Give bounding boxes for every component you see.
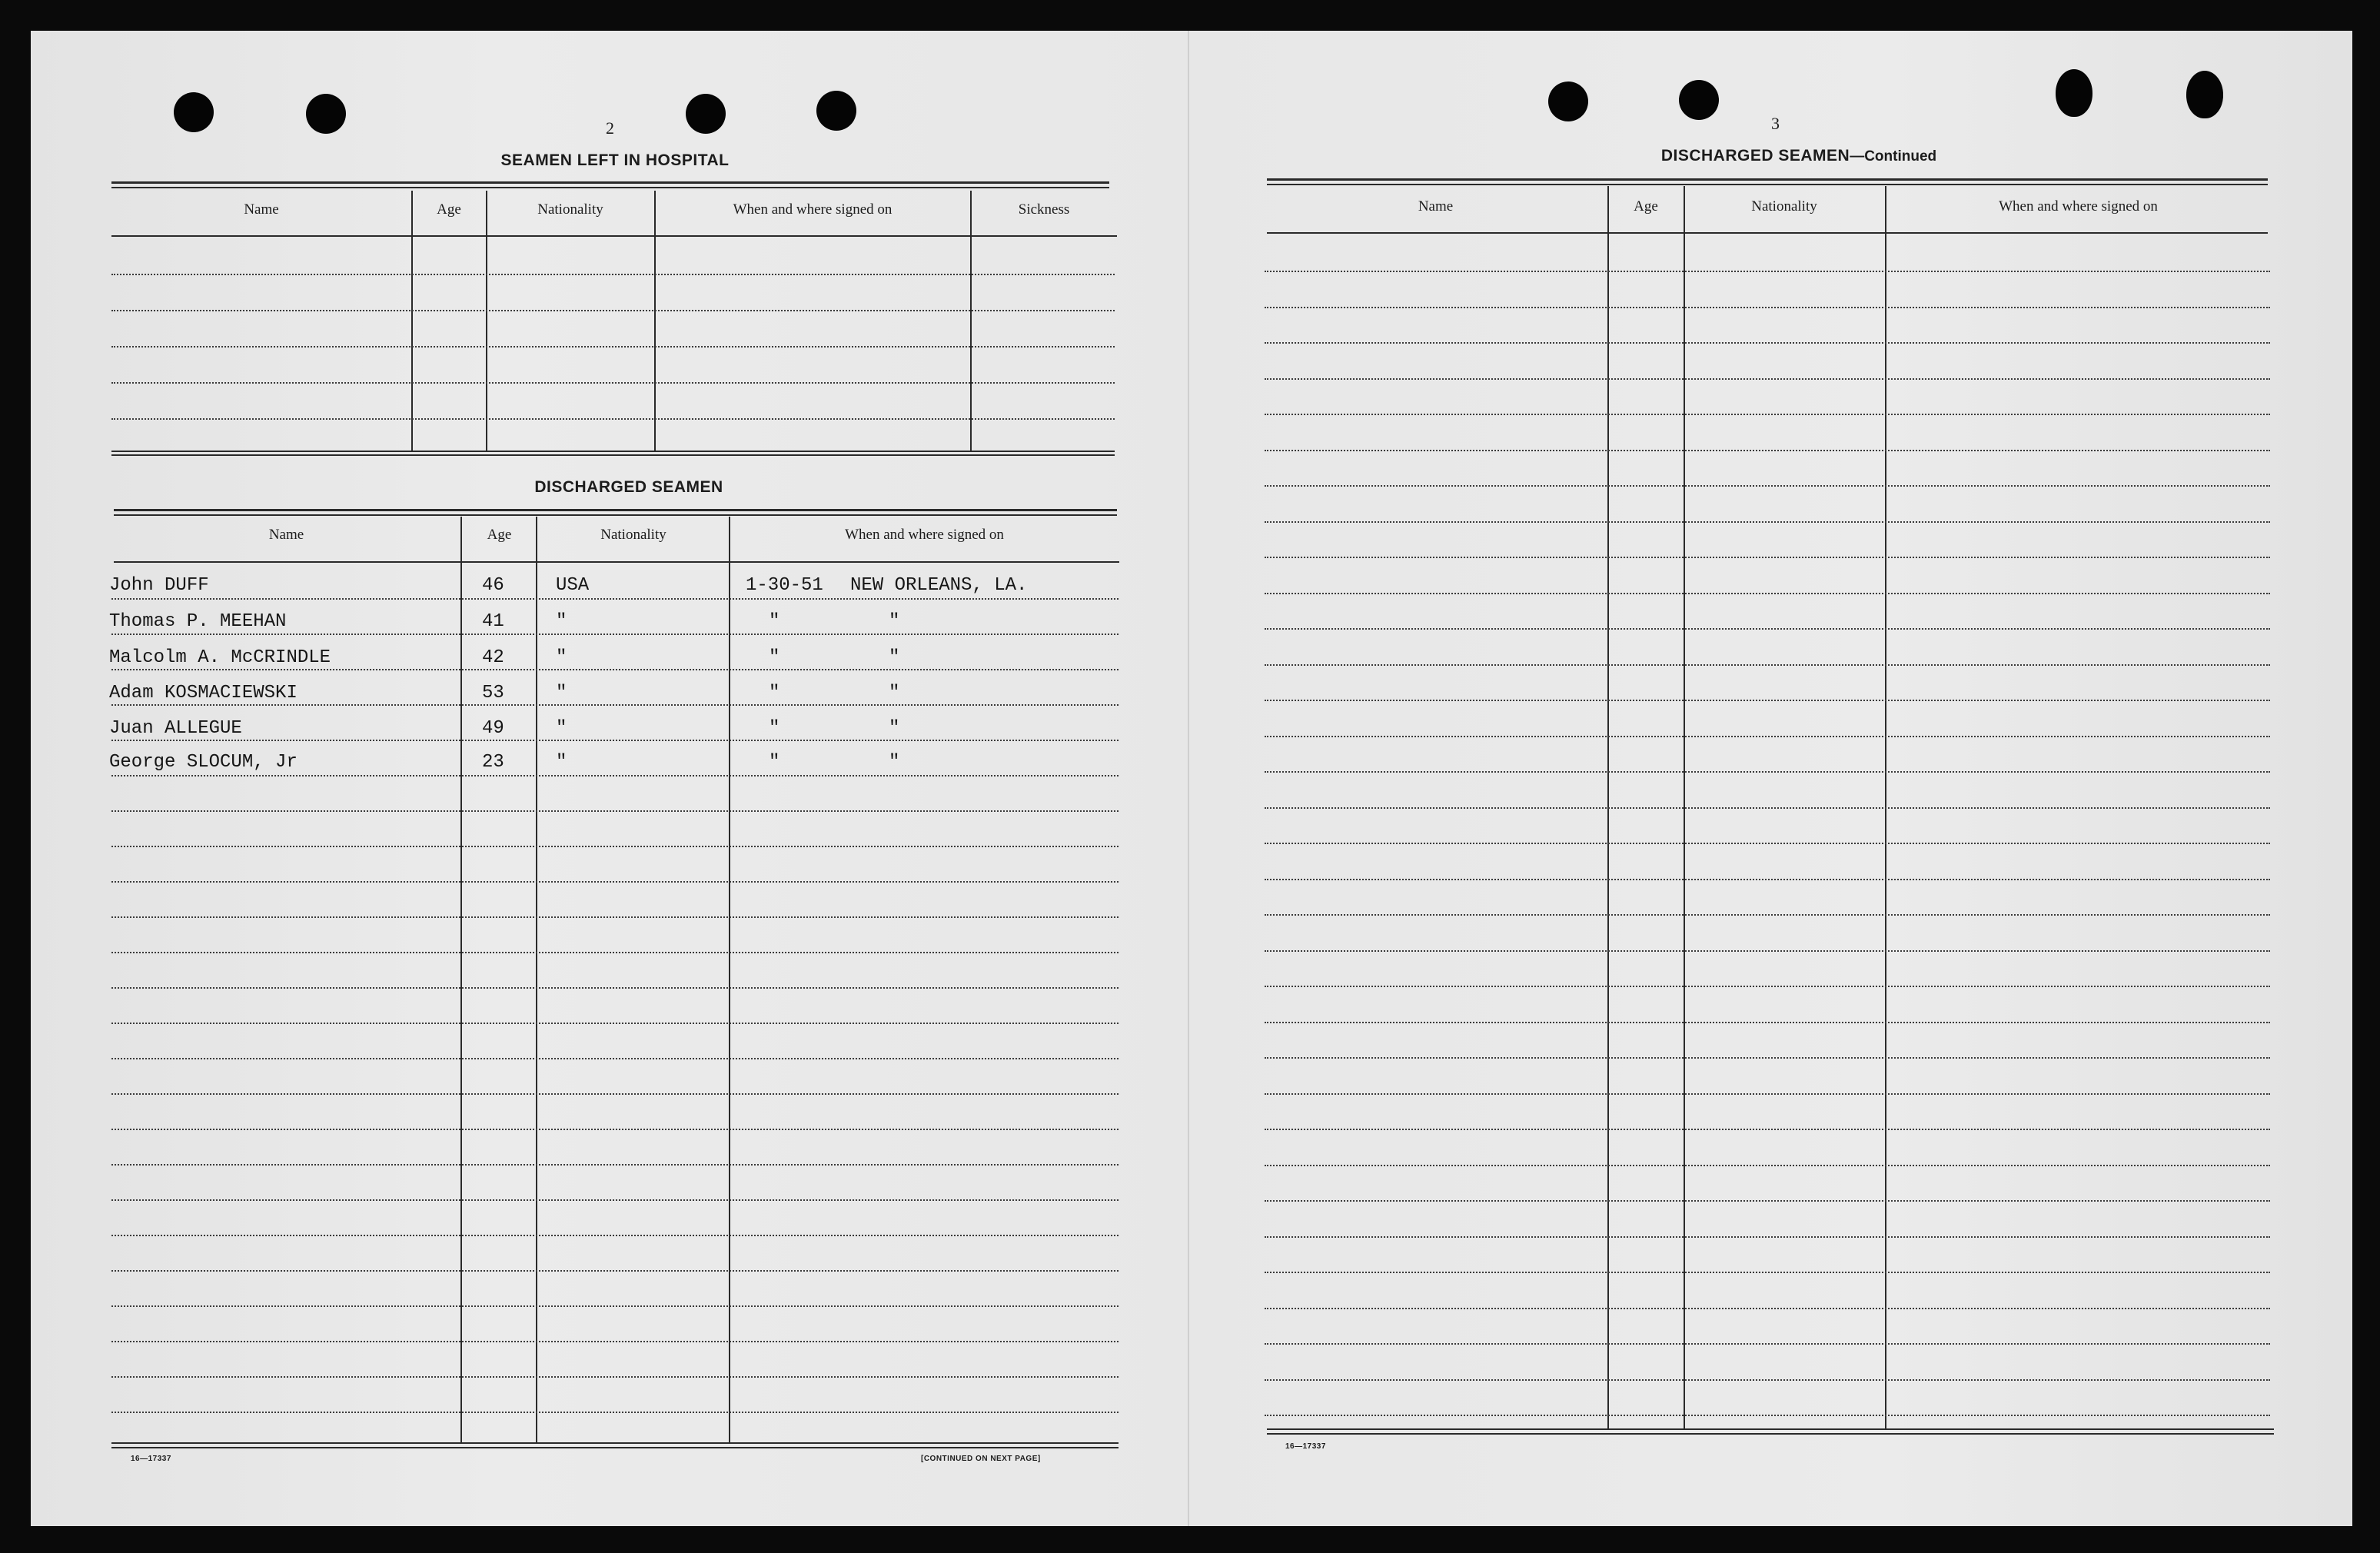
column-divider <box>460 517 462 1442</box>
seaman-age: 41 <box>482 611 504 632</box>
hospital-title: SEAMEN LEFT IN HOSPITAL <box>500 151 730 169</box>
column-header-signed-on: When and where signed on <box>733 201 892 218</box>
bottom-rule <box>111 1447 1119 1448</box>
seaman-nationality: " <box>556 611 567 632</box>
signed-place: " <box>889 683 900 703</box>
row-line <box>1265 307 2270 308</box>
signed-place: " <box>889 611 900 632</box>
row-line <box>111 274 1115 275</box>
column-divider <box>411 191 413 452</box>
row-line <box>111 1341 1119 1342</box>
top-rule <box>111 187 1109 188</box>
column-divider <box>729 517 730 1442</box>
top-rule <box>114 509 1117 511</box>
row-line <box>111 598 1119 600</box>
row-line <box>111 346 1115 348</box>
row-line <box>1265 485 2270 487</box>
signed-date: " <box>769 752 780 773</box>
top-rule <box>1267 178 2268 181</box>
seaman-age: 53 <box>482 683 504 703</box>
row-line <box>1265 843 2270 844</box>
punch-hole <box>686 94 726 134</box>
row-line <box>111 1412 1119 1413</box>
title-suffix: —Continued <box>1850 148 1937 165</box>
row-line <box>1265 1057 2270 1059</box>
row-line <box>1265 1236 2270 1238</box>
column-header-sickness: Sickness <box>1018 201 1070 218</box>
page-number: 3 <box>1771 114 1780 133</box>
row-line <box>1265 1022 2270 1023</box>
column-divider <box>536 517 537 1442</box>
column-header-name: Name <box>244 201 279 218</box>
row-line <box>1265 1308 2270 1309</box>
signed-date: " <box>769 683 780 703</box>
row-line <box>1265 593 2270 594</box>
punch-hole <box>306 94 346 134</box>
signed-place: " <box>889 647 900 668</box>
bottom-rule <box>1267 1428 2274 1430</box>
punch-hole <box>174 92 214 132</box>
seaman-nationality: " <box>556 647 567 668</box>
form-number: 16—17337 <box>1285 1442 1326 1451</box>
punch-hole <box>2056 69 2092 117</box>
row-line <box>111 1376 1119 1378</box>
form-number: 16—17337 <box>131 1455 171 1463</box>
row-line <box>1265 271 2270 272</box>
row-line <box>111 1235 1119 1236</box>
seaman-age: 46 <box>482 575 504 596</box>
row-line <box>1265 1093 2270 1095</box>
seaman-nationality: USA <box>556 575 590 596</box>
row-line <box>111 704 1119 706</box>
signed-place: NEW ORLEANS, LA. <box>850 575 1028 596</box>
row-line <box>111 1058 1119 1059</box>
row-line <box>111 634 1119 635</box>
row-line <box>111 1093 1119 1095</box>
seaman-nationality: " <box>556 683 567 703</box>
row-line <box>111 382 1115 384</box>
signed-date: 1-30-51 <box>746 575 823 596</box>
scanned-document <box>31 31 2352 1526</box>
row-line <box>111 987 1119 989</box>
row-line <box>111 418 1115 420</box>
page-fold <box>1188 31 1189 1526</box>
seaman-name: Thomas P. MEEHAN <box>109 611 287 632</box>
column-divider <box>970 191 972 452</box>
row-line <box>1265 950 2270 952</box>
row-line <box>111 1129 1119 1130</box>
column-divider <box>654 191 656 452</box>
row-line <box>1265 986 2270 987</box>
seaman-name: Adam KOSMACIEWSKI <box>109 683 298 703</box>
page-number: 2 <box>606 118 614 138</box>
row-line <box>111 1023 1119 1024</box>
row-line <box>111 775 1119 776</box>
column-header-name: Name <box>268 527 304 543</box>
row-line <box>1265 1165 2270 1166</box>
column-header-nationality: Nationality <box>537 201 603 218</box>
row-line <box>1265 1272 2270 1273</box>
row-line <box>1265 342 2270 344</box>
bottom-rule <box>1267 1433 2274 1435</box>
seaman-name: Juan ALLEGUE <box>109 718 242 739</box>
bottom-rule <box>111 451 1115 452</box>
header-rule <box>111 235 1117 237</box>
column-header-nationality: Nationality <box>600 527 666 543</box>
row-line <box>1265 378 2270 380</box>
punch-hole <box>816 91 856 131</box>
row-line <box>1265 879 2270 880</box>
column-divider <box>486 191 487 452</box>
top-rule <box>1267 184 2268 185</box>
row-line <box>1265 1379 2270 1381</box>
bottom-rule <box>111 454 1115 456</box>
row-line <box>111 881 1119 883</box>
row-line <box>1265 914 2270 916</box>
top-rule <box>114 514 1117 516</box>
row-line <box>111 810 1119 812</box>
row-line <box>1265 1129 2270 1130</box>
row-line <box>111 916 1119 918</box>
row-line <box>111 952 1119 953</box>
row-line <box>111 1199 1119 1201</box>
row-line <box>111 669 1119 670</box>
signed-place: " <box>889 752 900 773</box>
seaman-name: George SLOCUM, Jr <box>109 752 298 773</box>
continued-note: [CONTINUED ON NEXT PAGE] <box>921 1455 1041 1463</box>
header-rule <box>1267 232 2268 234</box>
row-line <box>111 846 1119 847</box>
column-header-name: Name <box>1418 198 1454 214</box>
punch-hole <box>2186 71 2223 118</box>
seaman-age: 23 <box>482 752 504 773</box>
row-line <box>1265 1200 2270 1202</box>
seaman-nationality: " <box>556 752 567 773</box>
row-line <box>1265 736 2270 737</box>
top-rule <box>111 181 1109 184</box>
column-header-signed-on: When and where signed on <box>1999 198 2158 214</box>
discharged-title: DISCHARGED SEAMEN <box>534 478 723 496</box>
seaman-nationality: " <box>556 718 567 739</box>
row-line <box>1265 771 2270 773</box>
row-line <box>1265 450 2270 451</box>
row-line <box>1265 1343 2270 1345</box>
row-line <box>1265 807 2270 809</box>
seaman-name: Malcolm A. McCRINDLE <box>109 647 331 668</box>
row-line <box>1265 628 2270 630</box>
row-line <box>111 310 1115 311</box>
signed-date: " <box>769 718 780 739</box>
header-rule <box>114 561 1119 563</box>
seaman-age: 42 <box>482 647 504 668</box>
seaman-name: John DUFF <box>109 575 209 596</box>
row-line <box>111 740 1119 741</box>
column-header-signed-on: When and where signed on <box>845 527 1004 543</box>
row-line <box>1265 700 2270 701</box>
bottom-rule <box>111 1442 1119 1444</box>
row-line <box>1265 557 2270 558</box>
column-header-nationality: Nationality <box>1751 198 1817 214</box>
column-header-age: Age <box>437 201 461 218</box>
discharged-continued-title <box>1568 147 2029 165</box>
signed-date: " <box>769 647 780 668</box>
row-line <box>1265 521 2270 523</box>
column-header-age: Age <box>487 527 512 543</box>
punch-hole <box>1679 80 1719 120</box>
row-line <box>111 1270 1119 1272</box>
signed-date: " <box>769 611 780 632</box>
row-line <box>1265 414 2270 415</box>
signed-place: " <box>889 718 900 739</box>
punch-hole <box>1548 81 1588 121</box>
row-line <box>111 1305 1119 1307</box>
column-header-age: Age <box>1634 198 1658 214</box>
seaman-age: 49 <box>482 718 504 739</box>
row-line <box>1265 1415 2270 1416</box>
row-line <box>1265 664 2270 666</box>
row-line <box>111 1164 1119 1166</box>
title-main: DISCHARGED SEAMEN <box>1660 147 1850 165</box>
